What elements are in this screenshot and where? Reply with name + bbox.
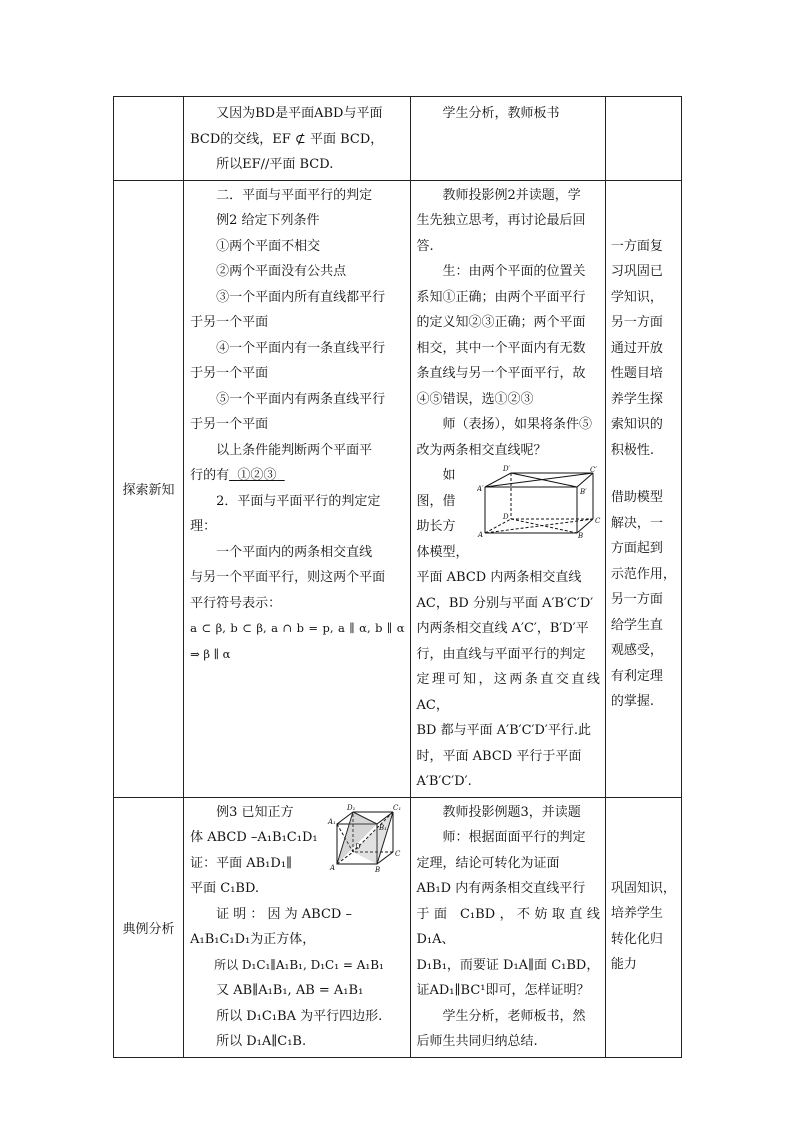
text-line: 解决，一 (610, 515, 663, 531)
text-line: 定理可知，这两条直交直线AC， (416, 672, 600, 713)
text-line: 助长方 (416, 519, 456, 534)
text-line: 平面 ABCD 内两条相交直线 (416, 570, 582, 585)
text-line: AC，BD 分别与平面 A′B′C′D′ (416, 595, 594, 611)
lesson-plan-table (113, 96, 682, 1058)
answer-blank (229, 468, 285, 483)
text-line: 学知识， (610, 289, 663, 305)
text-line: 以上条件能判断两个平面平 (216, 442, 373, 458)
text-line: 师：根据面面平行的判定 (442, 830, 586, 845)
text-line: 有利定理 (610, 668, 663, 684)
text-line: 另一方面 (610, 315, 663, 330)
formula-line: a ⊂ β, b ⊂ β, a ∩ b = p, a ∥ α, b ∥ α ⇒ β ∥ α (190, 621, 405, 661)
text-line: 于另一个平面 (190, 417, 269, 432)
cuboid-diagram (477, 465, 601, 539)
vertex-label: D₁ (346, 803, 355, 812)
text-line: 示范作用， (610, 566, 676, 582)
text-line: A₁B₁C₁D₁为正方体， (190, 932, 316, 947)
text-fragment: 行的有 (190, 468, 230, 483)
text-line: 二．平面与平面平行的判定 (216, 187, 373, 203)
vertex-label: A′ (476, 485, 484, 493)
text-line: 与另一个平面平行，则这两个平面 (190, 570, 386, 585)
teacher-cell (410, 797, 605, 1057)
text-line: 答. (416, 238, 434, 254)
text-line: 改为两条相交直线呢？ (416, 442, 547, 458)
vertex-label: A₁ (327, 817, 336, 826)
vertex-label: C′ (589, 466, 597, 474)
text-line: 如 (442, 468, 456, 483)
text-line: ③一个平面内所有直线都平行 (216, 289, 386, 305)
content-cell (184, 180, 410, 797)
text-line: ①两个平面不相交 (216, 238, 321, 254)
cube-diagram (325, 802, 405, 874)
text-line: 一方面复 (610, 238, 663, 254)
text-line: 的定义知②③正确；两个平面 (416, 315, 586, 330)
vertex-label: B (577, 532, 583, 539)
text-line: 于另一个平面 (190, 366, 269, 381)
text-line: 行，由直线与平面平行的判定 (416, 646, 586, 662)
text-line: ②两个平面没有公共点 (216, 264, 347, 279)
answer-text: ①②③ (237, 468, 277, 483)
content-cell (184, 97, 410, 181)
text-line: 证 明 ： 因 为 ABCD – (216, 906, 352, 922)
text-line: 后师生共同归纳总结. (416, 1034, 538, 1049)
text-line: 能力 (610, 957, 637, 972)
text-line: 教师投影例题3，并读题 (442, 804, 581, 820)
text-line: 习巩固已 (610, 264, 663, 279)
text-line: BCD的交线，EF ⊄ 平面 BCD， (190, 131, 384, 147)
text-line: 师（表扬），如果将条件⑤ (442, 417, 593, 432)
text-line: 于另一个平面 (190, 315, 269, 330)
text-line: 转化化归 (610, 931, 663, 947)
table-row (114, 797, 682, 1057)
intent-cell (605, 180, 681, 797)
text-line: 平行符号表示： (190, 595, 282, 611)
text-line: AB₁D 内有两条相交直线平行 (416, 881, 586, 896)
text-line: 图，借 (416, 493, 456, 509)
text-line: 所以 D₁C₁∥A₁B₁, D₁C₁ = A₁B₁ (214, 957, 384, 972)
text-line: BD 都与平面 A′B′C′D′平行.此 (416, 723, 591, 738)
text-line: ⑤一个平面内有两条直线平行 (216, 391, 386, 407)
teacher-cell (410, 97, 605, 181)
text-line: 内两条相交直线 A′C′，B′D′平 (416, 621, 589, 636)
teacher-cell (410, 180, 605, 797)
vertex-label: B₁ (378, 823, 387, 832)
vertex-label: A (329, 863, 335, 872)
text-line: 又 AB∥A₁B₁, AB = A₁B₁ (216, 983, 364, 998)
text-line: ④一个平面内有一条直线平行 (216, 340, 386, 356)
section-label: 探索新知 (114, 180, 184, 797)
text-line: 学生分析，教师板书 (442, 106, 560, 121)
section-label: 典例分析 (114, 797, 184, 1057)
text-line: D₁B₁，而要证 D₁A∥面 C₁BD， (416, 957, 600, 973)
text-line: 通过开放 (610, 340, 663, 356)
text-line: 平面 C₁BD. (190, 881, 260, 896)
intent-cell (605, 797, 681, 1057)
vertex-label: C (394, 849, 400, 858)
figure-block (417, 463, 600, 565)
text-line: 的掌握. (610, 694, 654, 709)
text-line: 巩固知识， (610, 880, 676, 896)
text-line: 学生分析，老师板书，然 (442, 1008, 586, 1024)
text-line: 观感受， (610, 643, 663, 658)
text-line: ④⑤错误，选①②③ (416, 391, 534, 407)
text-line: 培养学生 (610, 906, 663, 921)
text-line: 另一方面 (610, 592, 663, 607)
text-line: 理： (190, 519, 217, 534)
text-line: 时，平面 ABCD 平行于平面 (416, 748, 582, 764)
vertex-label: C₁ (392, 803, 401, 812)
vertex-label: D (502, 513, 509, 521)
text-line: 又因为BD是平面ABD与平面 (216, 106, 383, 121)
text-line: 相交，其中一个平面内有无数 (416, 340, 586, 356)
text-line: 借助模型 (610, 490, 663, 505)
text-line: 定理，结论可转化为证面 (416, 855, 560, 871)
text-line: 生先独立思考，再讨论最后回 (416, 213, 586, 228)
text-line: 于面 C₁BD，不妨取直线 D₁A、 (416, 906, 600, 947)
text-line: 所以 D₁C₁BA 为平行四边形. (216, 1008, 383, 1024)
text-line: 体 ABCD –A₁B₁C₁D₁ (190, 830, 318, 845)
text-line: 性题目培 (610, 366, 663, 381)
text-line: 所以 D₁A∥C₁B. (216, 1034, 307, 1049)
text-line: 养学生探 (610, 391, 663, 407)
text-line: 2．平面与平面平行的判定定 (216, 493, 381, 509)
text-line: 证：平面 AB₁D₁∥ (190, 855, 293, 871)
text-line: 例2 给定下列条件 (216, 213, 320, 228)
text-line: 证AD₁∥BC¹即可，怎样证明？ (416, 983, 590, 998)
text-line: 给学生直 (610, 617, 663, 633)
text-line: 系知①正确；由两个平面平行 (416, 289, 586, 305)
text-line: 条直线与另一个平面平行，故 (416, 366, 586, 381)
text-line: 例3 已知正方 (216, 804, 294, 820)
text-line: 积极性. (610, 442, 654, 458)
text-line: 一个平面内的两条相交直线 (216, 544, 373, 560)
content-cell (184, 797, 410, 1057)
intent-cell (605, 97, 681, 181)
text-line: 体模型， (416, 544, 469, 560)
section-cell (114, 97, 184, 181)
text-line: 方面起到 (610, 541, 663, 556)
text-line: 教师投影例2并读题，学 (442, 187, 581, 203)
table-row (114, 180, 682, 797)
vertex-label: C (594, 517, 600, 525)
table-row (114, 97, 682, 181)
vertex-label: D′ (502, 465, 510, 473)
text-line: A′B′C′D′. (416, 774, 472, 789)
vertex-label: B′ (579, 488, 587, 496)
vertex-label: D (354, 842, 361, 851)
text-line: 所以EF//平面 BCD. (216, 157, 334, 172)
vertex-label: B (374, 865, 380, 874)
text-line (190, 463, 404, 489)
text-line: 索知识的 (610, 417, 663, 432)
vertex-label: A (477, 531, 483, 539)
text-line: 生：由两个平面的位置关 (442, 264, 586, 279)
